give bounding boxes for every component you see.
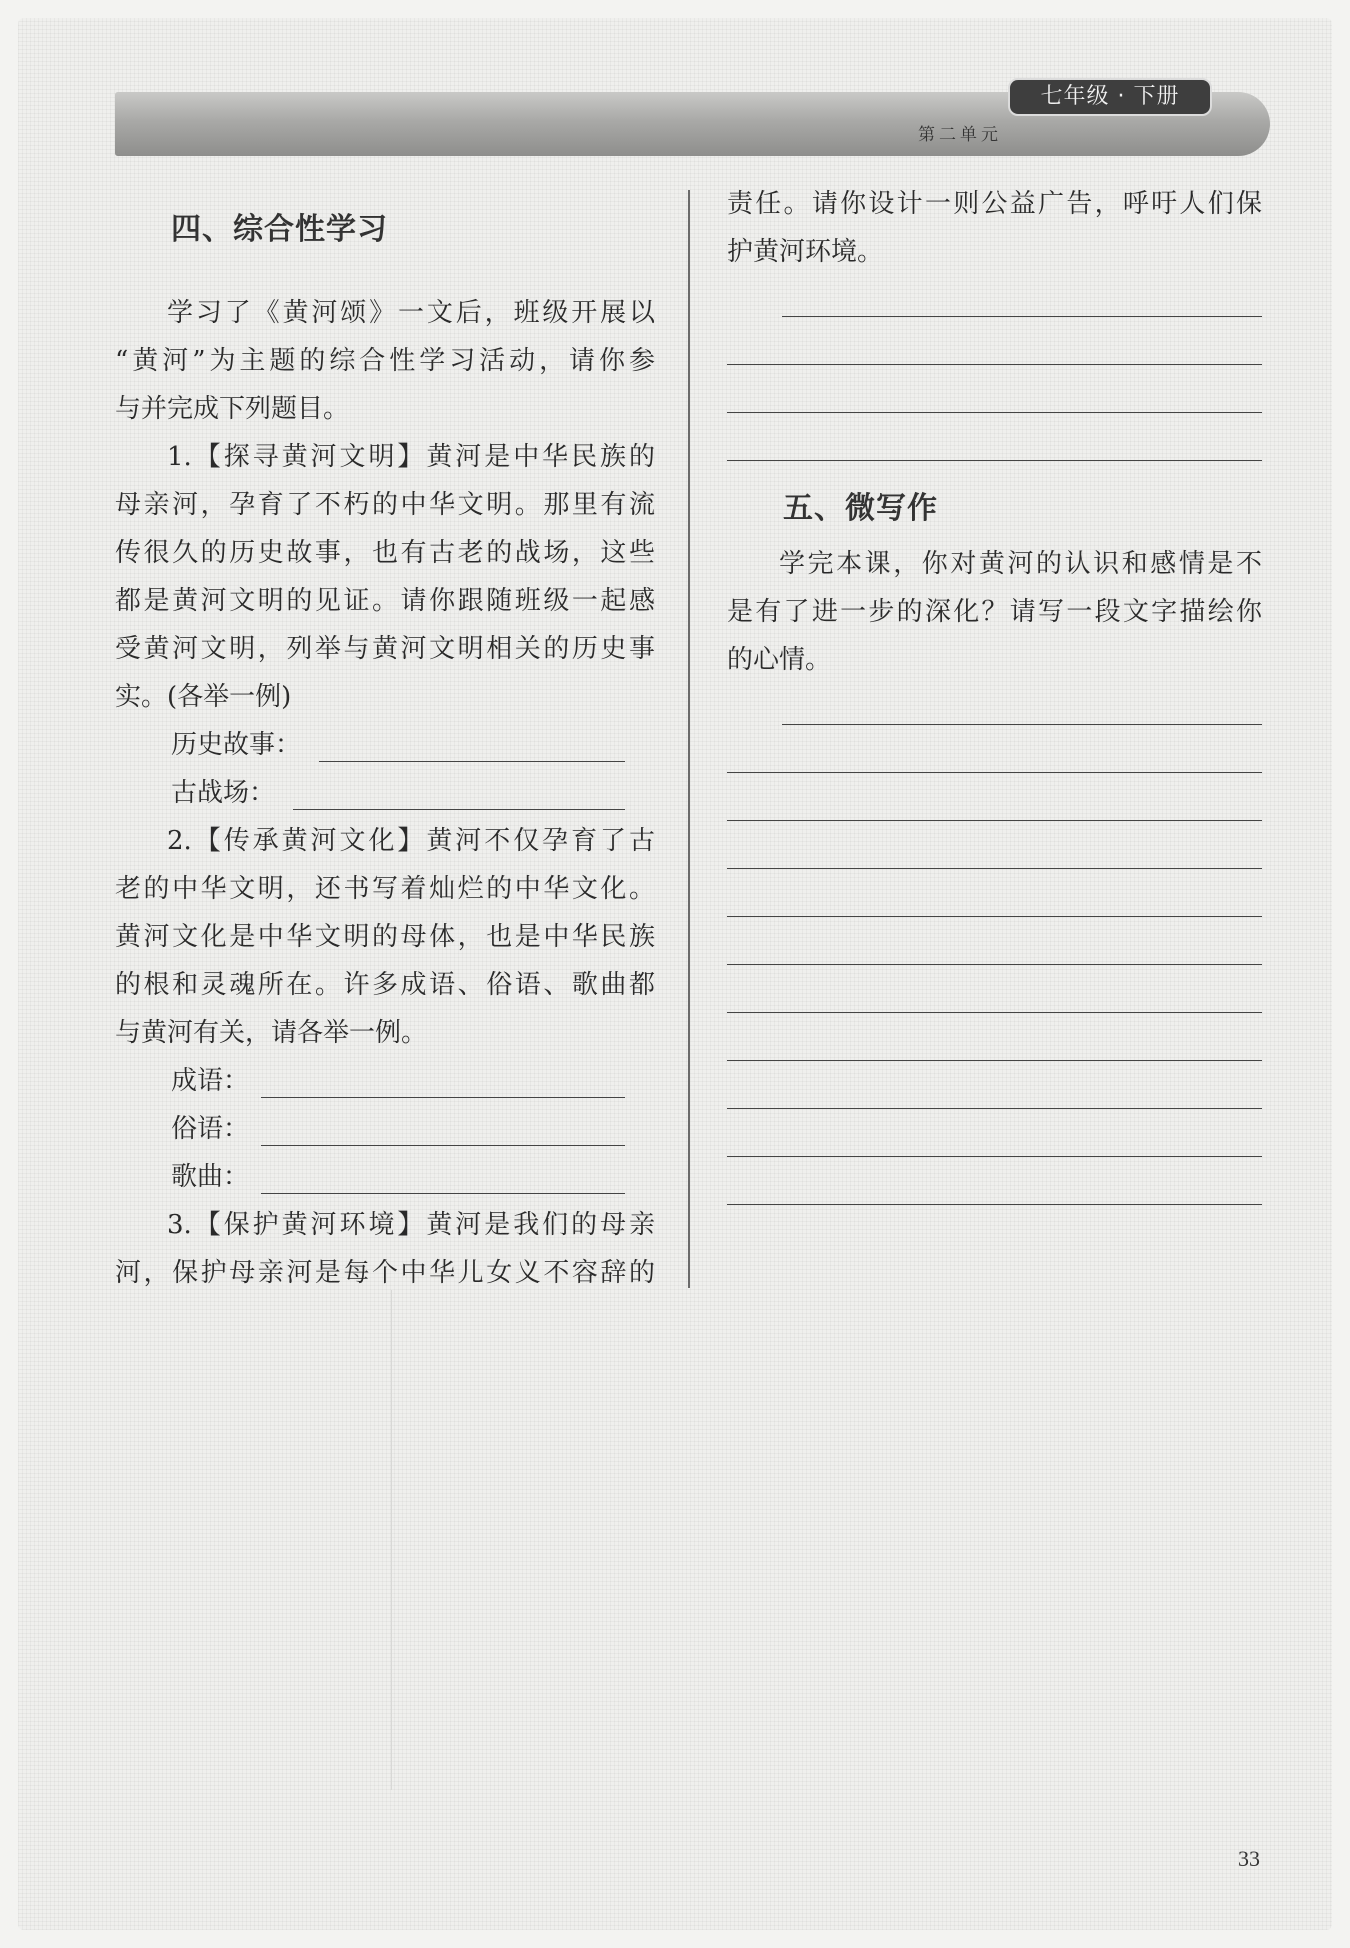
question-3-continued-line: 责任。请你设计一则公益广告，呼吁人们保 bbox=[727, 189, 1262, 219]
micro-writing-line[interactable] bbox=[727, 828, 1262, 876]
ancient-battlefield-label: 古战场： bbox=[171, 778, 276, 808]
micro-writing-line[interactable] bbox=[727, 684, 1262, 732]
micro-writing-prompt-line: 是有了进一步的深化？请写一段文字描绘你 bbox=[727, 597, 1262, 627]
grade-tab: 七年级 · 下册 bbox=[1008, 78, 1212, 116]
question-2-line: 2.【传承黄河文化】黄河不仅孕育了古 bbox=[167, 826, 655, 856]
faint-scan-line bbox=[391, 1290, 392, 1790]
question-1-line: 1.【探寻黄河文明】黄河是中华民族的 bbox=[167, 442, 655, 472]
question-1-line: 受黄河文明，列举与黄河文明相关的历史事 bbox=[115, 634, 655, 664]
question-1-line: 传很久的历史故事，也有古老的战场，这些 bbox=[115, 538, 655, 568]
question-3-line: 河，保护母亲河是每个中华儿女义不容辞的 bbox=[115, 1258, 655, 1288]
song-field[interactable] bbox=[115, 1153, 655, 1201]
proverb-blank[interactable] bbox=[261, 1145, 625, 1146]
micro-writing-prompt-line: 学完本课，你对黄河的认识和感情是不 bbox=[779, 549, 1262, 579]
micro-writing-line[interactable] bbox=[727, 1116, 1262, 1164]
micro-writing-line[interactable] bbox=[727, 972, 1262, 1020]
psa-writing-line[interactable] bbox=[727, 420, 1262, 468]
history-story-field[interactable] bbox=[115, 721, 655, 769]
intro-line: 学习了《黄河颂》一文后，班级开展以 bbox=[167, 298, 655, 328]
question-2-line: 的根和灵魂所在。许多成语、俗语、歌曲都 bbox=[115, 970, 655, 1000]
ancient-battlefield-field[interactable] bbox=[115, 769, 655, 817]
section-title-comprehensive-study: 四、综合性学习 bbox=[171, 212, 388, 247]
song-label: 歌曲： bbox=[171, 1162, 250, 1192]
micro-writing-line[interactable] bbox=[727, 876, 1262, 924]
micro-writing-line[interactable] bbox=[727, 1020, 1262, 1068]
psa-writing-line[interactable] bbox=[727, 324, 1262, 372]
question-2-line: 与黄河有关，请各举一例。 bbox=[115, 1018, 428, 1048]
history-story-blank[interactable] bbox=[319, 761, 625, 762]
proverb-field[interactable] bbox=[115, 1105, 655, 1153]
proverb-label: 俗语： bbox=[171, 1114, 250, 1144]
micro-writing-prompt-line: 的心情。 bbox=[727, 645, 832, 675]
song-blank[interactable] bbox=[261, 1193, 625, 1194]
column-divider bbox=[688, 190, 690, 1288]
micro-writing-line[interactable] bbox=[727, 1068, 1262, 1116]
micro-writing-line[interactable] bbox=[727, 1164, 1262, 1212]
left-column bbox=[115, 205, 655, 1297]
idiom-label: 成语： bbox=[171, 1066, 250, 1096]
question-3-line: 3.【保护黄河环境】黄河是我们的母亲 bbox=[167, 1210, 655, 1240]
question-1-line: 母亲河，孕育了不朽的中华文明。那里有流 bbox=[115, 490, 655, 520]
idiom-blank[interactable] bbox=[261, 1097, 625, 1098]
intro-line: 与并完成下列题目。 bbox=[115, 394, 350, 424]
section-title-micro-writing: 五、微写作 bbox=[783, 491, 938, 526]
question-3-continued-line: 护黄河环境。 bbox=[727, 237, 884, 267]
unit-label: 第二单元 bbox=[918, 125, 1002, 145]
question-2-line: 黄河文化是中华文明的母体，也是中华民族 bbox=[115, 922, 655, 952]
question-2-line: 老的中华文明，还书写着灿烂的中华文化。 bbox=[115, 874, 655, 904]
micro-writing-line[interactable] bbox=[727, 924, 1262, 972]
question-1-line: 实。(各举一例) bbox=[115, 682, 292, 712]
idiom-field[interactable] bbox=[115, 1057, 655, 1105]
page-number: 33 bbox=[1238, 1846, 1260, 1871]
micro-writing-line[interactable] bbox=[727, 732, 1262, 780]
psa-writing-line[interactable] bbox=[727, 276, 1262, 324]
intro-line: “黄河”为主题的综合性学习活动，请你参 bbox=[115, 346, 655, 376]
ancient-battlefield-blank[interactable] bbox=[293, 809, 625, 810]
micro-writing-line[interactable] bbox=[727, 780, 1262, 828]
question-1-line: 都是黄河文明的见证。请你跟随班级一起感 bbox=[115, 586, 655, 616]
psa-writing-line[interactable] bbox=[727, 372, 1262, 420]
right-column bbox=[727, 180, 1262, 1212]
history-story-label: 历史故事： bbox=[171, 730, 302, 760]
